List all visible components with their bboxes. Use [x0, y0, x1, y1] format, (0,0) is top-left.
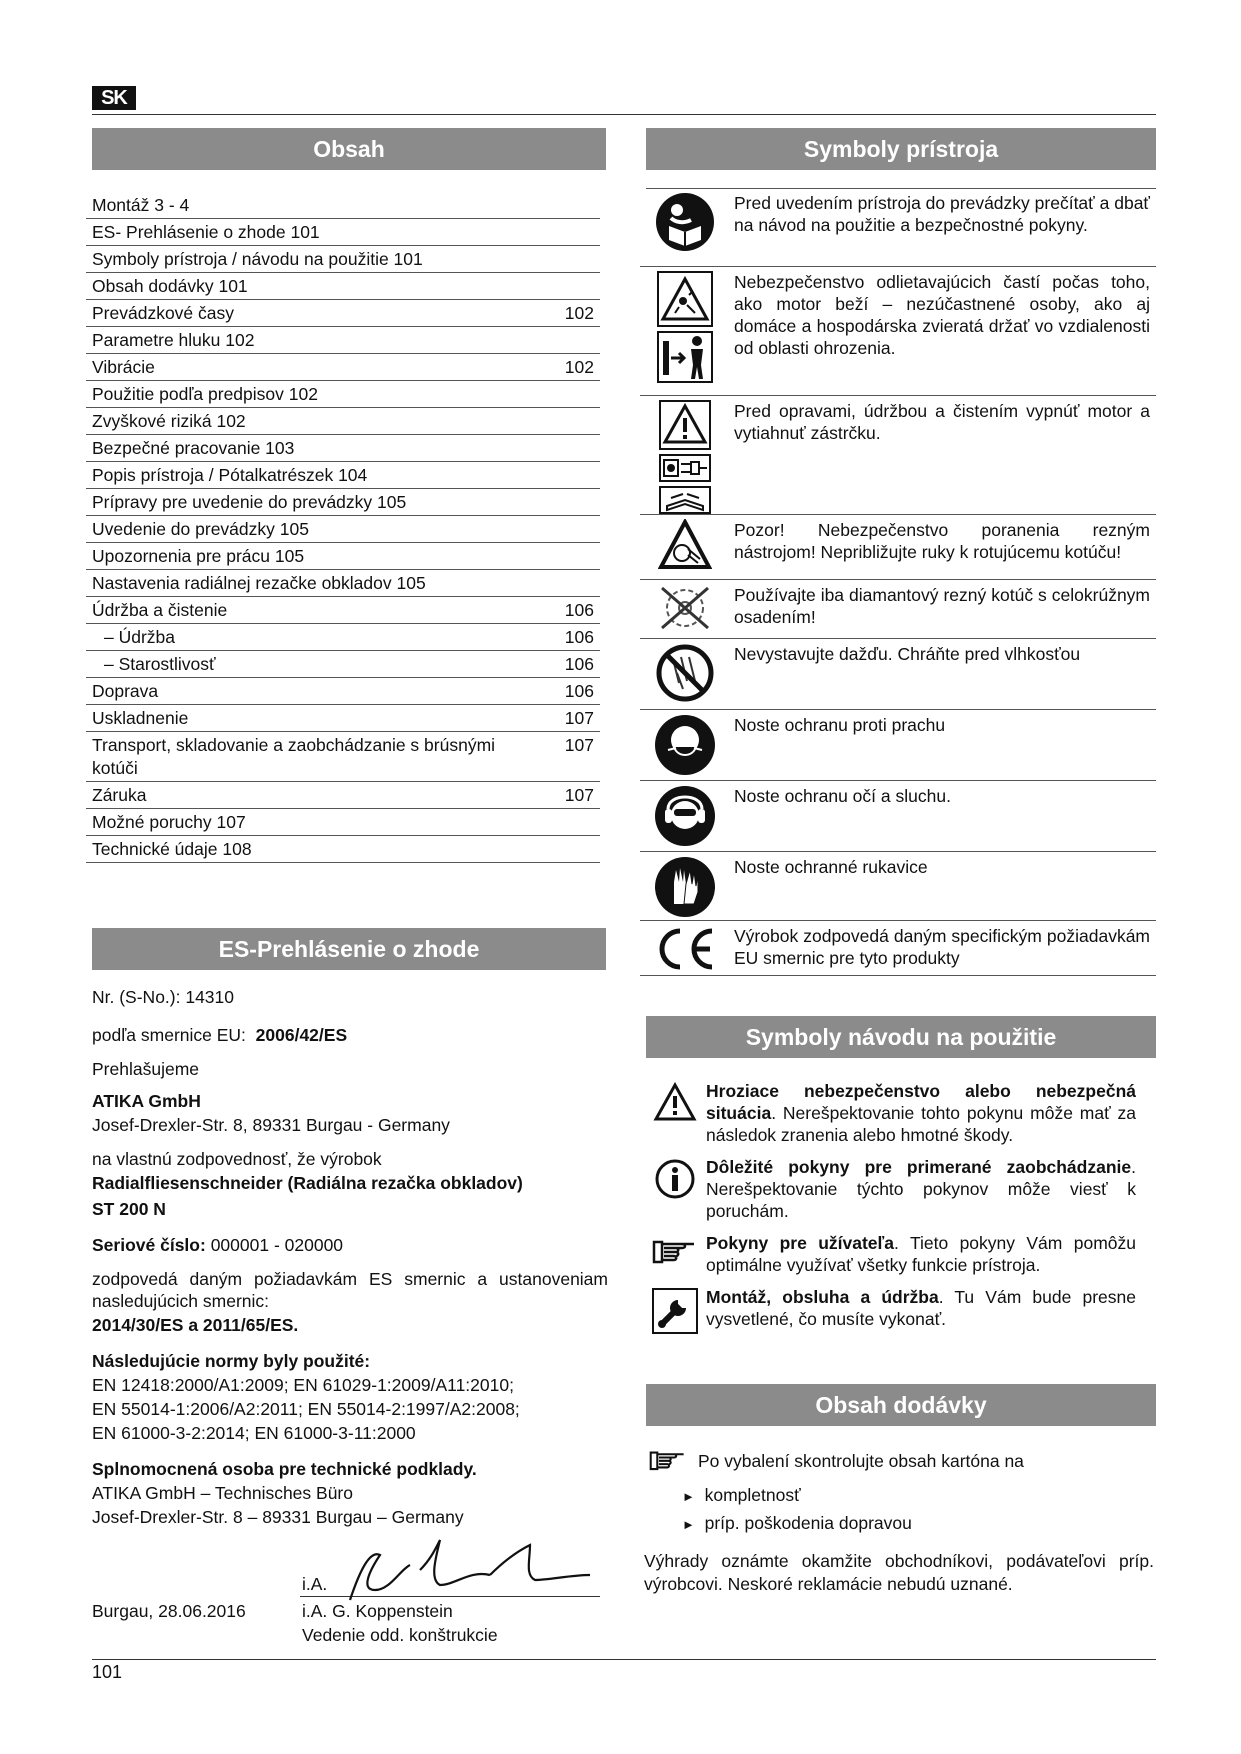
toc-item	[86, 435, 600, 462]
device-symbol-row	[640, 188, 1156, 267]
toc-item-label: Použitie podľa predpisov 102	[92, 384, 318, 404]
device-symbol-row	[640, 580, 1156, 639]
declaration-norms-label: Následujúcie normy byly použité:	[92, 1351, 371, 1371]
language-badge: SK	[92, 86, 136, 110]
declaration-company: ATIKA GmbH	[92, 1091, 201, 1111]
declaration-model: ST 200 N	[92, 1199, 166, 1219]
toc-item-page	[554, 491, 594, 514]
toc-item-label: Symboly prístroja / návodu na použitie 101	[92, 249, 423, 269]
toc-item	[86, 597, 600, 624]
declaration-authorized-label: Splnomocnená osoba pre technické podklady.	[92, 1459, 477, 1479]
device-symbol-text: Noste ochranu proti prachu	[734, 715, 946, 735]
manual-symbol-row	[644, 1156, 1136, 1222]
declaration-place-date: Burgau, 28.06.2016	[92, 1601, 246, 1621]
manual-symbol-row	[644, 1232, 1136, 1276]
declaration-norms-3: EN 61000-3-2:2014; EN 61000-3-11:2000	[92, 1423, 416, 1443]
toc-item-label: Nastavenia radiálnej rezačke obkladov 105	[92, 573, 426, 593]
declaration-signer: i.A. G. Koppenstein	[302, 1601, 453, 1621]
declaration-norms-1: EN 12418:2000/A1:2009; EN 61029-1:2009/A11:2010;	[92, 1375, 514, 1395]
toc-item-page: 107	[564, 785, 594, 805]
device-symbol-row	[640, 639, 1156, 710]
device-symbol-text: Noste ochranné rukavice	[734, 857, 928, 877]
device-symbol-row	[640, 515, 1156, 580]
toc-item	[86, 651, 600, 678]
declaration-norms-2: EN 55014-1:2006/A2:2011; EN 55014-2:1997/A2:2008;	[92, 1399, 520, 1419]
toc-item-page	[554, 518, 594, 541]
ce-mark-icon	[640, 921, 730, 975]
toc-item	[86, 516, 600, 543]
device-symbol-text: Nebezpečenstvo odlietavajúcich častí počas toho, ako motor beží – nezúčastnené osoby, ako aj domáce a hospodárska zvieratá držať vo vzdialenosti od oblasti ohrozenia.	[734, 272, 1150, 358]
toc-item-label: Vibrácie	[92, 357, 155, 377]
signature-image	[330, 1530, 600, 1610]
gloves-icon	[640, 852, 730, 920]
toc-item	[86, 462, 600, 489]
dust-mask-icon	[640, 710, 730, 780]
device-symbol-row	[640, 781, 1156, 852]
toc-item-page	[554, 329, 594, 352]
toc-item-page: 107	[564, 735, 594, 755]
toc-item-page	[554, 437, 594, 460]
manual-symbol-row	[644, 1080, 1136, 1146]
device-symbol-text: Používajte iba diamantový rezný kotúč s celokrúžnym osadením!	[734, 585, 1150, 627]
toc-item	[86, 678, 600, 705]
toc-title: Obsah	[92, 128, 606, 170]
device-symbol-row	[640, 267, 1156, 396]
declaration-serial: Seriové číslo: 000001 - 020000	[92, 1235, 344, 1255]
unplug-warning-icon	[640, 396, 730, 514]
toc-item	[86, 354, 600, 381]
toc-item-label: Prevádzkové časy	[92, 303, 235, 323]
toc-item-label: Parametre hluku 102	[92, 330, 255, 350]
device-symbol-row	[640, 921, 1156, 976]
toc-item	[86, 732, 600, 782]
toc-item-page	[554, 572, 594, 595]
declaration-title: ES-Prehlásenie o zhode	[92, 928, 606, 970]
toc-item-label: Doprava	[92, 681, 159, 701]
toc-item-label: Možné poruchy 107	[92, 812, 246, 832]
manual-symbol-text: Hroziace nebezpečenstvo alebo nebezpečná situácia. Nerešpektovanie tohto pokynu môže mať za následok zranenia alebo hmotné škody.	[706, 1081, 1136, 1145]
toc-item	[86, 489, 600, 516]
toc-item-page	[554, 194, 594, 217]
toc-item-page	[554, 410, 594, 433]
toc-item-page: 106	[564, 681, 594, 701]
toc-item-label: Montáž 3 - 4	[92, 195, 190, 215]
delivery-bullet: ► príp. poškodenia dopravou	[682, 1513, 912, 1533]
bottom-divider	[92, 1659, 1156, 1660]
toc-item-label: Upozornenia pre prácu 105	[92, 546, 305, 566]
toc-item-label: ES- Prehlásenie o zhode 101	[92, 222, 320, 242]
toc-item-page: 106	[564, 627, 594, 647]
declaration-nr: Nr. (S-No.): 14310	[92, 987, 234, 1007]
top-divider	[92, 114, 1156, 115]
toc-item	[86, 381, 600, 408]
toc-item	[86, 570, 600, 597]
declaration-responsibility: na vlastnú zodpovednosť, že výrobok	[92, 1149, 382, 1169]
toc-item	[86, 836, 600, 863]
declaration-ia: i.A.	[302, 1574, 328, 1594]
toc-item-page: 102	[564, 303, 594, 323]
toc-item-label: Obsah dodávky 101	[92, 276, 248, 296]
delivery-bullet: ► kompletnosť	[682, 1485, 801, 1505]
toc-item-page	[554, 545, 594, 568]
device-symbol-text: Pred uvedením prístroja do prevádzky prečítať a dbať na návod na použitie a bezpečnostné pokyny.	[734, 193, 1150, 235]
toc-item	[86, 327, 600, 354]
device-symbols-title: Symboly prístroja	[646, 128, 1156, 170]
toc-item-label: Uvedenie do prevádzky 105	[92, 519, 309, 539]
toc-item-page	[554, 464, 594, 487]
pointing-hand-icon	[644, 1232, 706, 1276]
info-icon	[644, 1156, 706, 1222]
device-symbol-row	[640, 852, 1156, 921]
read-manual-icon	[640, 188, 730, 266]
toc-item	[86, 809, 600, 836]
toc-item-label: Záruka	[92, 785, 147, 805]
toc-item-label: Transport, skladovanie a zaobchádzanie s brúsnými kotúči	[92, 735, 496, 778]
device-symbol-text: Pred opravami, údržbou a čistením vypnúť motor a vytiahnuť zástrčku.	[734, 401, 1150, 443]
toc-item-page	[554, 275, 594, 298]
manual-symbols-title: Symboly návodu na použitie	[646, 1016, 1156, 1058]
declaration-directives: 2014/30/ES a 2011/65/ES.	[92, 1315, 299, 1335]
toc-item	[86, 246, 600, 273]
declaration-signer-role: Vedenie odd. konštrukcie	[302, 1625, 498, 1645]
device-symbol-text: Pozor! Nebezpečenstvo poranenia rezným nástrojom! Nepribližujte ruky k rotujúcemu kotúču!	[734, 520, 1150, 562]
toc-item	[86, 219, 600, 246]
toc-item-page	[554, 838, 594, 861]
declaration-complies: zodpovedá daným požiadavkám ES smernic a ustanoveniam nasledujúcich smernic:	[92, 1269, 608, 1311]
page-number: 101	[92, 1662, 123, 1682]
eye-ear-protection-icon	[640, 781, 730, 851]
declaration-declare: Prehlašujeme	[92, 1059, 199, 1079]
device-symbol-row	[640, 710, 1156, 781]
toc-item	[86, 273, 600, 300]
delivery-title: Obsah dodávky	[646, 1384, 1156, 1426]
toc-item	[86, 543, 600, 570]
declaration-authorized-address: Josef-Drexler-Str. 8 – 89331 Burgau – Germany	[92, 1507, 464, 1527]
manual-symbols-list	[644, 1080, 1136, 1344]
toc-item-label: Bezpečné pracovanie 103	[92, 438, 295, 458]
segmented-blade-prohibited-icon	[640, 580, 730, 638]
toc-item	[86, 705, 600, 732]
toc-item-page: 107	[564, 708, 594, 728]
toc-item-page: 102	[564, 357, 594, 377]
device-symbol-text: Nevystavujte dažďu. Chráňte pred vlhkosťou	[734, 644, 1081, 664]
blade-hand-warning-icon	[640, 515, 730, 579]
toc-item	[86, 192, 600, 219]
manual-symbol-row	[644, 1286, 1136, 1334]
toc-item-label: Uskladnenie	[92, 708, 189, 728]
toc-item	[86, 782, 600, 809]
delivery-note: Výhrady oznámte okamžite obchodníkovi, podávateľovi príp. výrobcovi. Neskoré reklamácie nebudú uznané.	[644, 1551, 1154, 1594]
manual-symbol-text: Pokyny pre užívateľa. Tieto pokyny Vám pomôžu optimálne využívať všetky funkcie prístroja.	[706, 1233, 1136, 1275]
pointing-hand-icon	[648, 1446, 688, 1474]
toc-item	[86, 300, 600, 327]
toc-item-label: Technické údaje 108	[92, 839, 252, 859]
wrench-icon	[644, 1286, 706, 1334]
declaration-address: Josef-Drexler-Str. 8, 89331 Burgau - Germany	[92, 1115, 450, 1135]
device-symbol-row	[640, 396, 1156, 515]
toc-item-page	[554, 383, 594, 406]
manual-symbol-text: Dôležité pokyny pre primerané zaobchádzanie. Nerešpektovanie týchto pokynov môže viesť k poruchám.	[706, 1157, 1136, 1221]
toc-item-label: – Údržba	[104, 627, 176, 647]
toc-item-page: 106	[564, 600, 594, 620]
toc-list	[86, 192, 600, 863]
toc-item-label: Zvyškové riziká 102	[92, 411, 246, 431]
flying-parts-warning-icon	[640, 267, 730, 395]
warning-triangle-icon	[644, 1080, 706, 1146]
device-symbol-text: Noste ochranu očí a sluchu.	[734, 786, 951, 806]
toc-item-page: 106	[564, 654, 594, 674]
toc-item-page	[554, 811, 594, 834]
toc-item-page	[554, 221, 594, 244]
toc-item-label: Údržba a čistenie	[92, 600, 228, 620]
toc-item-label: Prípravy pre uvedenie do prevádzky 105	[92, 492, 407, 512]
declaration-authorized-company: ATIKA GmbH – Technisches Büro	[92, 1483, 353, 1503]
device-symbols-table	[640, 188, 1156, 976]
manual-symbol-text: Montáž, obsluha a údržba. Tu Vám bude presne vysvetlené, čo musíte vykonať.	[706, 1287, 1136, 1329]
toc-item	[86, 624, 600, 651]
no-rain-icon	[640, 639, 730, 709]
device-symbol-text: Výrobok zodpovedá daným specifickým požiadavkám EU smernic pre tyto produkty	[734, 926, 1150, 968]
delivery-intro: Po vybalení skontrolujte obsah kartóna na	[698, 1451, 1024, 1471]
declaration-product: Radialfliesenschneider (Radiálna rezačka obkladov)	[92, 1173, 523, 1193]
declaration-directive: podľa smernice EU: 2006/42/ES	[92, 1025, 348, 1045]
toc-item-page	[554, 248, 594, 271]
toc-item-label: – Starostlivosť	[104, 654, 216, 674]
toc-item	[86, 408, 600, 435]
toc-item-label: Popis prístroja / Pótalkatrészek 104	[92, 465, 368, 485]
